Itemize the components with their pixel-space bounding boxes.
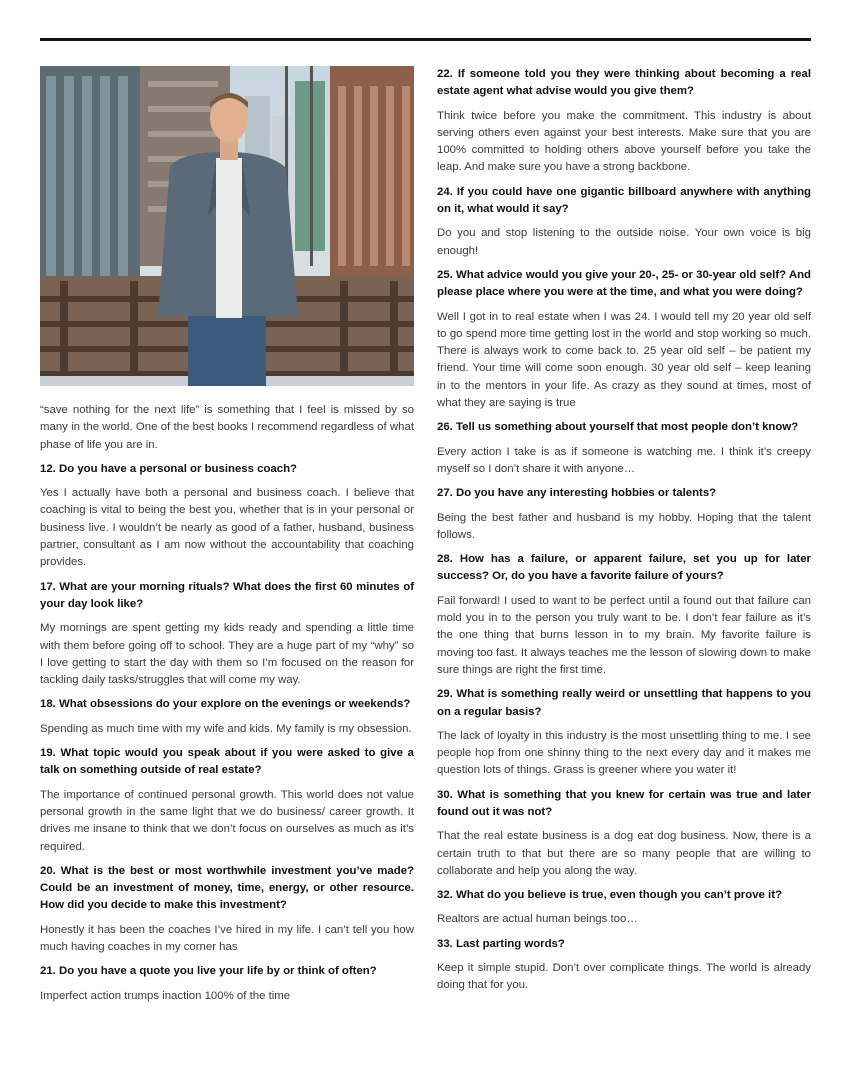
right-column [437, 66, 811, 1002]
question-12: 12. Do you have a personal or business coach? [40, 462, 298, 475]
answer-24: Do you and stop listening to the outside noise. Your own voice is big enough! [437, 227, 811, 257]
question-18: 18. What obsessions do your explore on the evenings or weekends? [40, 698, 411, 711]
answer-22: Think twice before you make the commitment. This industry is about serving others even against your best interests. Make sure that you are 100% committed to holding others above yourself before you take the leap. And make sure you have a strong backbone. [437, 109, 811, 174]
answer-30: That the real estate business is a dog eat dog business. Now, there is a certain truth to that but there are so many people that are willing to collaborate and help you along the way. [437, 830, 811, 877]
answer-29: The lack of loyalty in this industry is the most unsettling thing to me. I see people hop from one shinny thing to the next every day and it makes me question lots of things. Grass is greener where you water it! [437, 729, 811, 777]
answer-25: Well I got in to real estate when I was 24. I would tell my 20 year old self to go spend more time getting lost in the world and stop working so much. There is always work to come back to. 25 year old self – be patient my friend. Your time will come soon enough. 30 year old self – keep leaning in to the mentors in your life. As crazy as they sound at times, most of what they are saying is true [437, 310, 811, 410]
answer-19: The importance of continued personal growth. This world does not value personal growth in the same light that we do business/ career growth. It drives me insane to think that we don’t focus on ourselves as much as it’s required. [40, 788, 414, 853]
question-20: 20. What is the best or most worthwhile investment you’ve made? Could be an investment of money, time, energy, or other resource. How did you decide to make this investment? [40, 864, 414, 912]
question-26: 26. Tell us something about yourself that most people don’t know? [437, 421, 799, 434]
question-32: 32. What do you believe is true, even though you can’t prove it? [437, 889, 782, 902]
question-19: 19. What topic would you speak about if you were asked to give a talk on something outside of real estate? [40, 747, 414, 777]
answer-21: Imperfect action trumps inaction 100% of the time [40, 989, 291, 1002]
answer-20: Honestly it has been the coaches I’ve hired in my life. I can’t tell you how much having coaches in my corner has [40, 923, 414, 954]
answer-28: Fail forward! I used to want to be perfect until a found out that failure can mold you in to the person you truly want to be. I don’t fear failure as it’s the one thing that burns lesson in to my brain. My favorite failure is moving too fast. It always teaches me the lesson of slowing down to make sure things are right the first time. [437, 594, 811, 676]
question-29: 29. What is something really weird or unsettling that happens to you on a regular basis? [437, 688, 811, 718]
question-22: 22. If someone told you they were thinking about becoming a real estate agent what advise would you give them? [437, 68, 811, 98]
answer-33: Keep it simple stupid. Don’t over complicate things. The world is already doing that for you. [437, 962, 811, 992]
question-17: 17. What are your morning rituals? What does the first 60 minutes of your day look like? [40, 580, 414, 610]
answer-18: Spending as much time with my wife and kids. My family is my obsession. [40, 722, 412, 735]
intro-paragraph: “save nothing for the next life” is something that I feel is missed by so many in the world. One of the best books I recommend regardless of what phase of life you are in. [40, 404, 414, 451]
answer-12: Yes I actually have both a personal and business coach. I believe that coaching is vital to being the best you, whether that is in your personal or business live. I wouldn’t be nearly as good of a father, husband, business partner, consultant as I am now without the accountability that coaching provides. [40, 487, 414, 569]
question-27: 27. Do you have any interesting hobbies or talents? [437, 487, 717, 500]
answer-32: Realtors are actual human beings too… [437, 913, 638, 926]
question-33: 33. Last parting words? [437, 937, 565, 950]
question-24: 24. If you could have one gigantic billboard anywhere with anything on it, what would it say? [437, 185, 811, 216]
left-column [40, 66, 414, 1012]
question-25: 25. What advice would you give your 20-, 25- or 30-year old self? And please place where you were at the time, and what you were doing? [437, 268, 811, 299]
portrait-illustration [40, 66, 414, 386]
answer-17: My mornings are spent getting my kids ready and spending a little time with them before going off to school. They are a huge part of my “why” so I love getting to start the day with them so I’m focused on the reason for tackling daily tasks/struggles that will come my way. [40, 622, 414, 687]
answer-27: Being the best father and husband is my hobby. Hoping that the talent follows. [437, 511, 811, 541]
portrait-photo [40, 66, 414, 386]
answer-26: Every action I take is as if someone is watching me. I think it’s creepy myself so I don’t share it with anyone… [437, 445, 811, 475]
top-rule [40, 38, 811, 41]
question-28: 28. How has a failure, or apparent failure, set you up for later success? Or, do you have a favorite failure of yours? [437, 553, 811, 583]
question-21: 21. Do you have a quote you live your life by or think of often? [40, 965, 377, 978]
question-30: 30. What is something that you knew for certain was true and later found out it was not? [437, 788, 811, 818]
